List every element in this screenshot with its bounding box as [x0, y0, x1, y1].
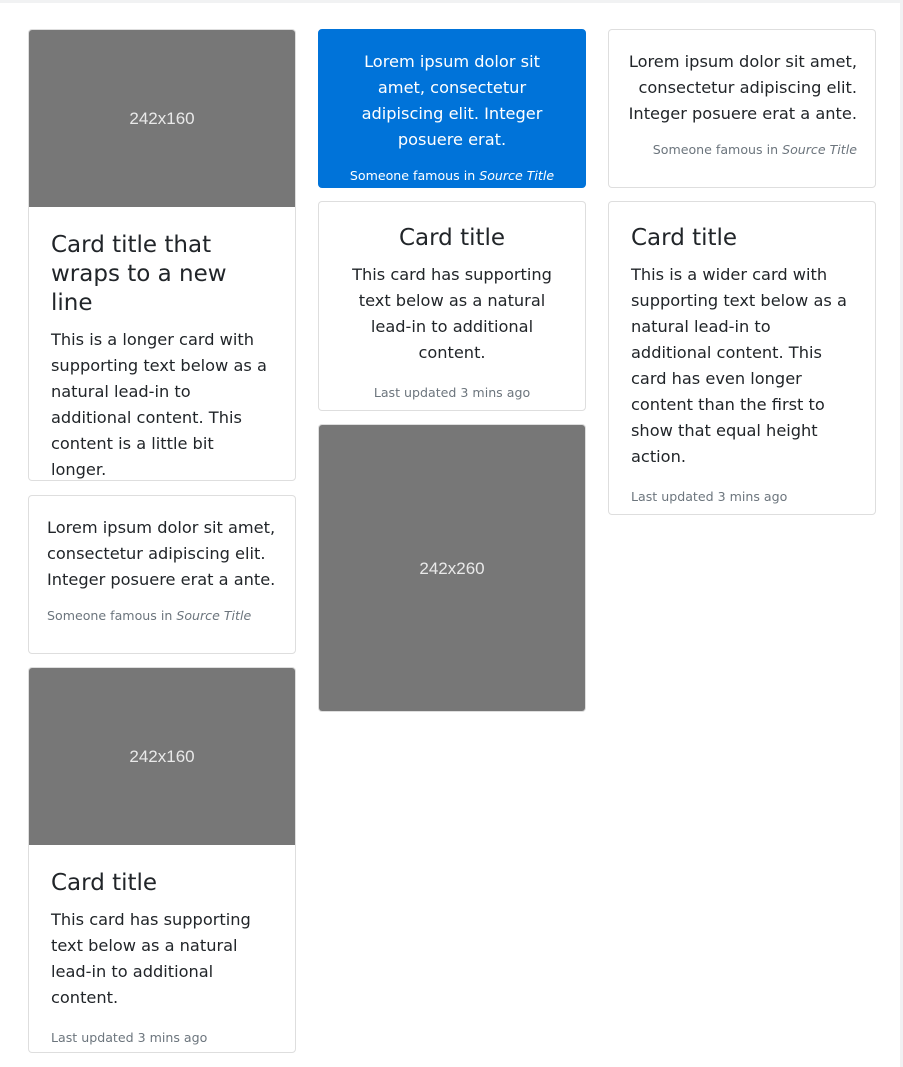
blockquote-footer-prefix: Someone famous in: [349, 168, 476, 183]
card-title: Card title that wraps to a new line: [51, 232, 227, 316]
blockquote-text: Lorem ipsum dolor sit amet, consectetur adipiscing elit. Integer posuere erat.: [361, 52, 543, 149]
card-text: This card has supporting text below as a natural lead-in to additional content.: [352, 265, 552, 362]
image-size-label: 242x260: [419, 559, 485, 578]
card-image-placeholder: [29, 668, 295, 845]
blockquote-source-title: Source Title: [176, 608, 252, 623]
blockquote-footer-prefix: Someone famous in: [652, 142, 779, 157]
card-image-only: [318, 424, 586, 712]
card-text: This is a longer card with supporting text below as a natural lead-in to additional content. This content is a little bit longer.: [51, 330, 267, 479]
card-image-title: [28, 667, 296, 1053]
card-title: Card title: [398, 225, 506, 251]
blockquote-text: Lorem ipsum dolor sit amet, consectetur adipiscing elit. Integer posuere erat a ante.: [628, 52, 857, 123]
card-quote-primary: [318, 29, 586, 188]
image-size-label: 242x160: [129, 746, 195, 766]
card-title: Card title: [631, 225, 738, 251]
card-image-placeholder: [319, 425, 585, 712]
card-image-placeholder: [29, 30, 295, 207]
blockquote-footer-prefix: Someone famous in: [47, 608, 173, 623]
blockquote-source-title: Source Title: [782, 142, 857, 157]
card-quote: [28, 495, 296, 654]
card-title: Card title: [51, 870, 158, 896]
card-text: This is a wider card with supporting text below as a natural lead-in to additional content. This card has even longer content than the first to show that equal height action.: [631, 265, 847, 466]
blockquote-footer: [339, 167, 565, 185]
card-image-long-title: [28, 29, 296, 481]
last-updated: Last updated 3 mins ago: [631, 489, 788, 504]
blockquote-text: Lorem ipsum dolor sit amet, consectetur adipiscing elit. Integer posuere erat a ante.: [47, 518, 276, 589]
card-quote-right: [608, 29, 876, 188]
card-wider-text: [608, 201, 876, 515]
last-updated: Last updated 3 mins ago: [51, 1030, 208, 1045]
blockquote-footer: [627, 141, 857, 159]
card-centered-title: [318, 201, 586, 411]
image-size-label: 242x160: [129, 108, 195, 128]
blockquote-footer: [47, 607, 277, 625]
card-text: This card has supporting text below as a natural lead-in to additional content.: [51, 910, 251, 1007]
last-updated: Last updated 3 mins ago: [373, 385, 531, 400]
blockquote-source-title: Source Title: [479, 168, 555, 183]
